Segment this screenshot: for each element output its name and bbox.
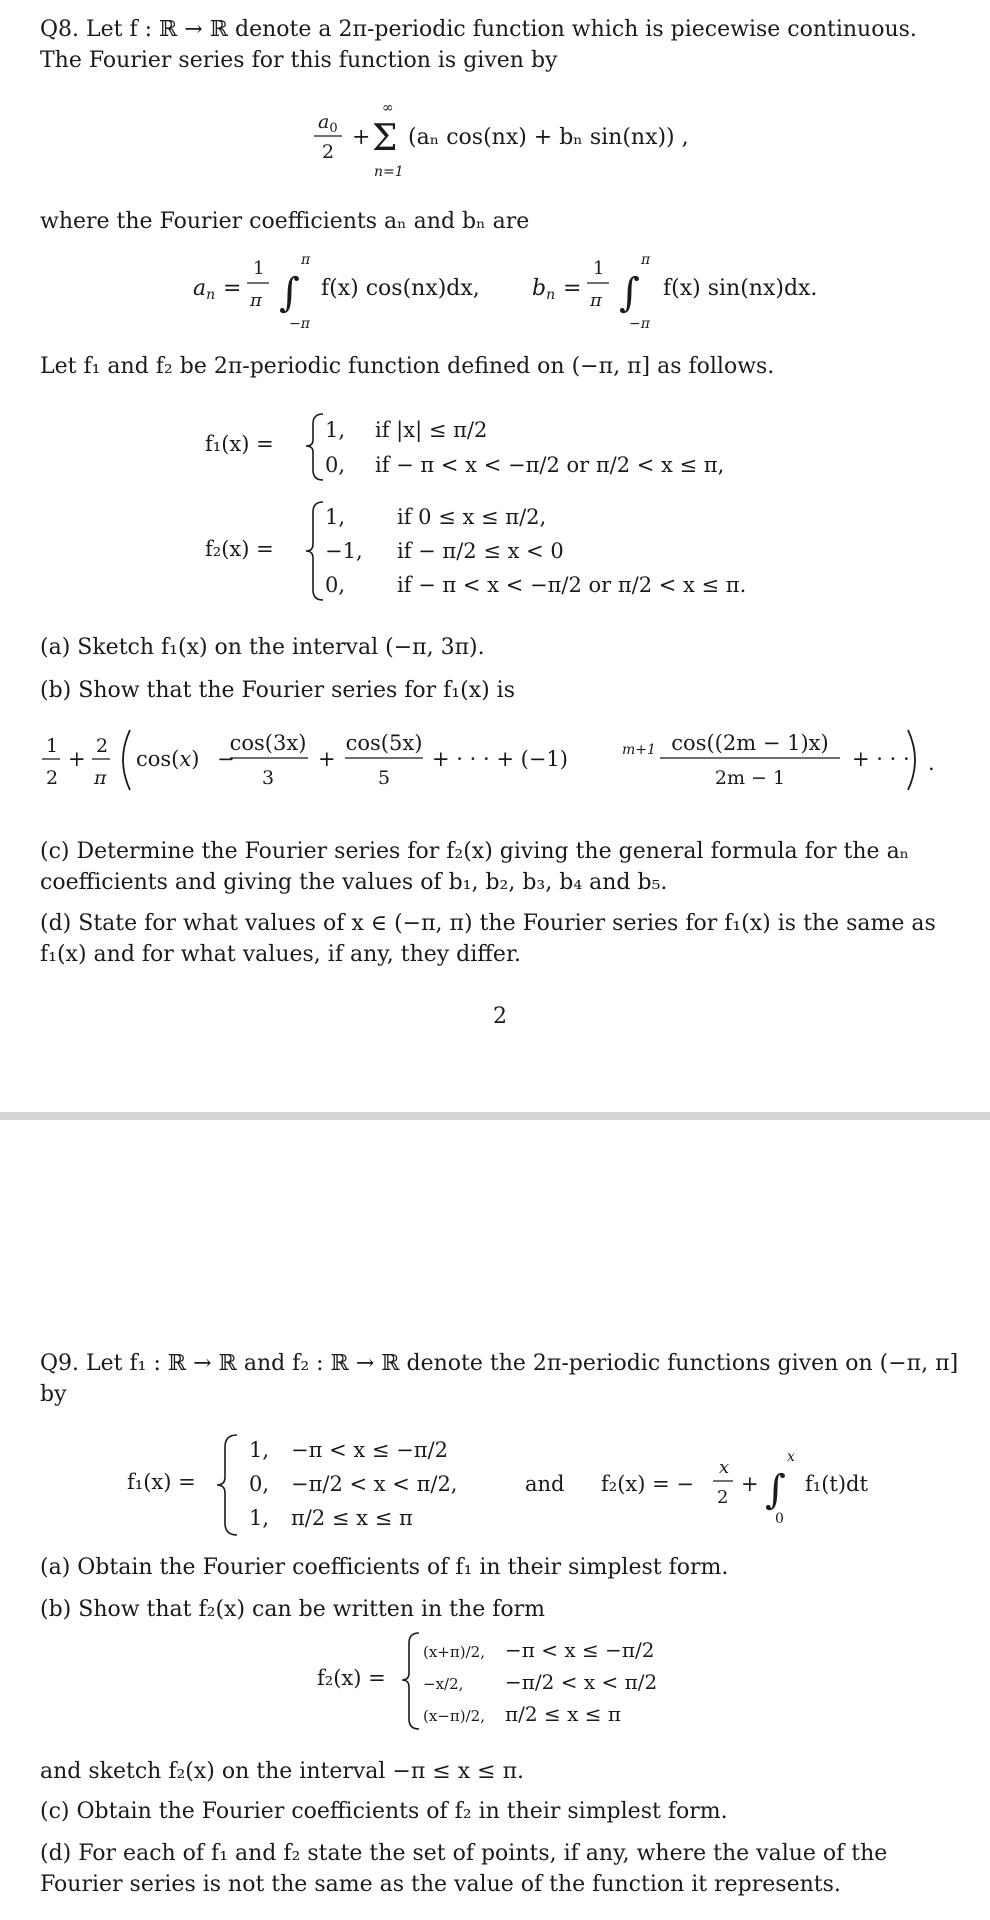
q8-part-b: (b) Show that the Fourier series for f₁(x) is [40,678,516,703]
f2-name: f₂(x) = [205,537,274,561]
q9-lower-limit: 0 [775,1511,784,1527]
series-exponent: m+1 [622,742,656,758]
q9-f2-case-1-value: (x+π)/2, [423,1643,485,1661]
q9-f2-piecewise [315,1627,795,1737]
page-number: 2 [493,1004,507,1029]
a0-denominator: 2 [322,141,335,163]
q8-coeff-intro: where the Fourier coefficients aₙ and bₙ are [40,209,530,234]
q9-sketch: and sketch f₂(x) on the interval −π ≤ x ≤ π. [40,1759,525,1784]
an-integrand: f(x) cos(nx)dx, [321,276,480,301]
sum-upper-limit: ∞ [382,100,394,116]
q8-f1-piecewise [205,406,805,486]
two-over-pi-num: 2 [96,735,109,757]
q9-f1-case-1-value: 1, [249,1438,270,1462]
q9-f1-brace [217,1435,237,1535]
q9-f2-form-name: f₂(x) = [317,1666,386,1690]
upper-limit-1: π [301,252,311,268]
f1-brace [306,414,323,480]
fourier-series-equation [300,98,720,182]
cos-x: cos(x) [136,747,200,771]
two-over-pi-den: π [94,767,107,789]
q9-f2-case-2-value: −x/2, [423,1675,464,1693]
f1-case-2-cond: if − π < x < −π/2 or π/2 < x ≤ π, [375,453,725,477]
series-tail: + · · · [852,747,910,771]
one-over-pi-den-1: π [250,290,262,311]
and-label: and [525,1472,565,1496]
term3-num: cos((2m − 1)x) [671,731,829,755]
one-over-pi-den-2: π [590,290,602,311]
x-over-2-num: x [719,1457,730,1478]
q9-f1-case-2-value: 0, [249,1472,270,1496]
plus-1: + [68,747,86,771]
q8-part-a: (a) Sketch f₁(x) on the interval (−π, 3π). [40,635,485,660]
term3-den: 2m − 1 [714,767,786,789]
upper-limit-2: π [641,252,651,268]
integral-sign-2: ∫ [619,270,640,316]
q9-part-b: (b) Show that f₂(x) can be written in the form [40,1597,545,1622]
q8-f2-piecewise [205,496,825,606]
q9-part-a: (a) Obtain the Fourier coefficients of f₁ in their simplest form. [40,1555,729,1580]
q9-f1-case-3-value: 1, [249,1506,270,1530]
q9-f2-lhs: f₂(x) = − [601,1472,694,1496]
half-den: 2 [46,767,59,789]
f1-case-1-cond: if |x| ≤ π/2 [375,418,488,442]
plus-sign: + [352,125,371,150]
q9-f2-case-2-cond: −π/2 < x < π/2 [505,1670,658,1694]
one-over-pi-num-1: 1 [253,258,265,279]
page-2 [0,1120,990,1920]
half-num: 1 [46,735,59,757]
f1-case-1-value: 1, [325,418,346,442]
page-divider [0,1112,990,1120]
q8-part-c: (c) Determine the Fourier series for f₂(x) giving the general formula for the aₙ coefficients and giving the values of b₁, b₂, b₃, b₄ and b₅. [40,839,910,895]
q9-f1-case-1-cond: −π < x ≤ −π/2 [291,1438,448,1462]
term1-den: 3 [261,767,275,789]
q9-f2-case-3-cond: π/2 ≤ x ≤ π [505,1702,621,1726]
equals-2: = [563,276,582,301]
term2-num: cos(5x) [345,731,423,755]
q9-f2-integrand: f₁(t)dt [805,1472,868,1496]
lower-limit-2: −π [629,316,650,332]
plus-2: + [318,747,336,771]
f2-case-3-value: 0, [325,573,346,597]
minus-1: − [217,747,235,771]
series-period: . [928,751,935,775]
summation-sign: Σ [372,118,398,159]
q8-define: Let f₁ and f₂ be 2π-periodic function defined on (−π, π] as follows. [40,354,775,379]
f2-case-2-cond: if − π/2 ≤ x < 0 [397,539,564,563]
q8-intro: Q8. Let f : ℝ → ℝ denote a 2π-periodic function which is piecewise continuous. The Fourier series for this function is given by [40,17,917,73]
q8-part-d: (d) State for what values of x ∈ (−π, π) the Fourier series for f₁(x) is the same as f₁(x) and for what values, if any, they differ. [40,911,936,967]
equals-1: = [223,276,242,301]
f1-name: f₁(x) = [205,432,274,456]
q9-part-c: (c) Obtain the Fourier coefficients of f₂ in their simplest form. [40,1799,728,1824]
integral-sign-1: ∫ [279,270,300,316]
q9-f2-case-3-value: (x−π)/2, [423,1707,485,1725]
q9-integral-sign: ∫ [765,1467,786,1513]
q9-f2-case-1-cond: −π < x ≤ −π/2 [505,1638,655,1662]
f2-case-1-value: 1, [325,505,346,529]
lower-limit-1: −π [289,316,310,332]
q9-plus: + [741,1472,759,1496]
f2-brace [306,502,323,600]
q9-f1-case-2-cond: −π/2 < x < π/2, [291,1472,458,1496]
f2-case-3-cond: if − π < x < −π/2 or π/2 < x ≤ π. [397,573,747,597]
term2-den: 5 [377,767,391,789]
x-over-2-den: 2 [717,1487,729,1508]
series-middle: + · · · + (−1) [432,747,568,771]
term1-num: cos(3x) [229,731,307,755]
q9-f2-brace [402,1633,419,1729]
f2-case-1-cond: if 0 ≤ x ≤ π/2, [397,505,547,529]
one-over-pi-num-2: 1 [593,258,605,279]
a0-numerator: $a_0$ [318,111,338,136]
bn-integrand: f(x) sin(nx)dx. [663,276,818,301]
series-body: (aₙ cos(nx) + bₙ sin(nx)) , [408,125,689,150]
q9-definitions [125,1425,905,1545]
fourier-coefficients-equation [185,250,825,334]
sum-lower-limit: n=1 [374,164,404,180]
q9-intro: Q9. Let f₁ : ℝ → ℝ and f₂ : ℝ → ℝ denote the 2π-periodic functions given on (−π, π] by [40,1351,959,1407]
bn-symbol: bn [532,276,556,303]
left-big-paren [123,730,130,790]
q9-f1-case-3-cond: π/2 ≤ x ≤ π [291,1506,413,1530]
q9-part-d: (d) For each of f₁ and f₂ state the set of points, if any, where the value of the Fourier series is not the same as the value of the function it represents. [40,1841,888,1897]
f1-fourier-series [40,724,970,796]
q9-f1-name: f₁(x) = [127,1470,196,1494]
f2-case-2-value: −1, [325,539,363,563]
f1-case-2-value: 0, [325,453,346,477]
an-symbol: an [193,276,216,303]
q9-upper-limit: x [787,1449,795,1465]
